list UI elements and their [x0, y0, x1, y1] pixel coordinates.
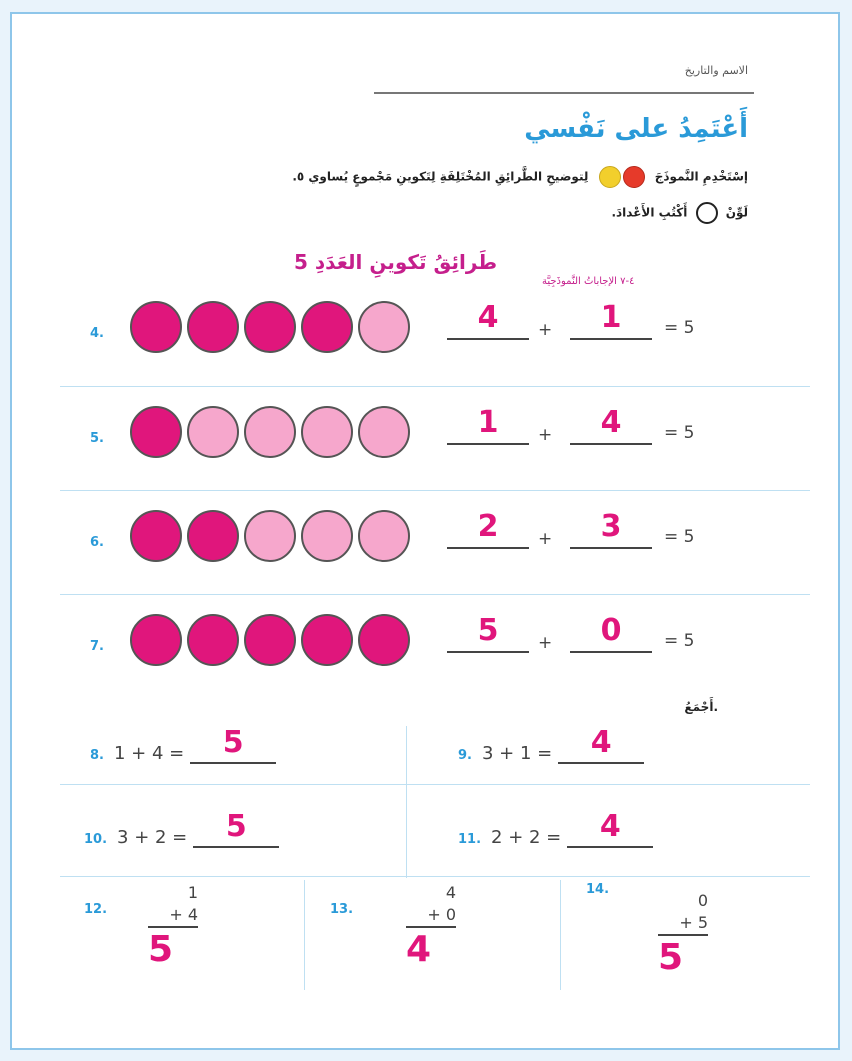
- counter-circles: [130, 614, 410, 666]
- yellow-counter-icon: [599, 166, 621, 188]
- worksheet-page: [10, 12, 840, 1050]
- instruction-2-start: لَوِّنْ: [725, 205, 748, 220]
- equation-item: [90, 724, 276, 764]
- equals-five: = 5: [664, 318, 695, 338]
- plus-sign: +: [538, 425, 553, 445]
- problem-number: 13.: [330, 902, 354, 917]
- name-date-label: الاسم والتاريخ: [684, 64, 748, 77]
- top-addend: 1: [187, 883, 198, 902]
- second-addend: + 0: [406, 904, 456, 928]
- name-date-line[interactable]: [374, 92, 754, 94]
- counter-filled[interactable]: [130, 406, 182, 458]
- counter-filled[interactable]: [244, 301, 296, 353]
- answer-note: ٤-٧ الإجاباتُ النَّموذَجِيَّة: [542, 276, 635, 287]
- plus-sign: +: [538, 320, 553, 340]
- problem-number: 6.: [90, 535, 104, 550]
- instruction-1-start: إسْتَخْدِمِ النَّموذَجَ: [654, 169, 748, 184]
- equation-answer-blank[interactable]: 4: [567, 808, 653, 848]
- equation-answer-blank[interactable]: 5: [193, 808, 279, 848]
- sum-answer[interactable]: 5: [658, 937, 684, 978]
- vertical-addition: [148, 882, 198, 972]
- answer-blank-first[interactable]: 1: [447, 403, 529, 445]
- section-heading: طَرائِقُ تَكوينِ العَدَدِ 5: [294, 250, 498, 274]
- column-divider: [406, 726, 407, 878]
- problem-number: 5.: [90, 431, 104, 446]
- equals-five: = 5: [664, 631, 695, 651]
- problem-number: 11.: [458, 832, 482, 847]
- answer-blank-second[interactable]: 1: [570, 298, 652, 340]
- practice-label: أَجْمَعُ.: [684, 700, 718, 714]
- answer-blank-second[interactable]: 0: [570, 611, 652, 653]
- instruction-1-end: لِتوضيحِ الطَّرائِقِ المُخْتَلِفَةِ لِتَكوينِ مَجْموعٍ يُساوي ٥.: [292, 169, 589, 184]
- plus-sign: +: [538, 529, 553, 549]
- equation-expression: 2 + 2 =: [491, 827, 562, 848]
- counter-light[interactable]: [187, 406, 239, 458]
- counter-filled[interactable]: [130, 510, 182, 562]
- problem-row: [12, 381, 838, 481]
- equation-answer-blank[interactable]: 4: [558, 724, 644, 764]
- answer-blank-second[interactable]: 3: [570, 507, 652, 549]
- equation-item: [458, 808, 653, 848]
- counter-filled[interactable]: [358, 614, 410, 666]
- equals-five: = 5: [664, 423, 695, 443]
- counter-circles: [130, 510, 410, 562]
- counter-light[interactable]: [358, 301, 410, 353]
- column-divider: [304, 880, 305, 990]
- counter-filled[interactable]: [244, 614, 296, 666]
- two-color-counters-icon: [598, 166, 646, 188]
- equation-item: [84, 808, 279, 848]
- counter-light[interactable]: [358, 510, 410, 562]
- counter-filled[interactable]: [301, 614, 353, 666]
- counter-filled[interactable]: [187, 614, 239, 666]
- answer-blank-first[interactable]: 4: [447, 298, 529, 340]
- problem-number: 7.: [90, 639, 104, 654]
- problem-number: 14.: [586, 882, 610, 897]
- instruction-1: [292, 166, 748, 188]
- equation-expression: 3 + 2 =: [117, 827, 188, 848]
- top-addend: 0: [697, 891, 708, 910]
- problem-number: 10.: [84, 832, 108, 847]
- row-divider: [60, 784, 810, 785]
- instruction-2-end: أَكْتُبِ الأَعْدادَ.: [611, 205, 688, 220]
- counter-filled[interactable]: [187, 510, 239, 562]
- problem-number: 8.: [90, 748, 104, 763]
- answer-blank-second[interactable]: 4: [570, 403, 652, 445]
- counter-light[interactable]: [301, 510, 353, 562]
- problem-row: [12, 485, 838, 585]
- problem-number: 9.: [458, 748, 472, 763]
- sum-answer[interactable]: 5: [148, 929, 174, 970]
- equation-expression: 1 + 4 =: [113, 743, 185, 764]
- row-divider: [60, 876, 810, 877]
- answer-blank-first[interactable]: 5: [447, 611, 529, 653]
- counter-circles: [130, 406, 410, 458]
- counter-filled[interactable]: [130, 301, 182, 353]
- sum-answer[interactable]: 4: [406, 929, 432, 970]
- counter-light[interactable]: [244, 406, 296, 458]
- problem-row: [12, 589, 838, 689]
- equation-item: [458, 724, 644, 764]
- top-addend: 4: [445, 883, 456, 902]
- instruction-2: [611, 202, 748, 224]
- counter-filled[interactable]: [130, 614, 182, 666]
- problem-number: 12.: [84, 902, 108, 917]
- problem-number: 4.: [90, 326, 104, 341]
- counter-circles: [130, 301, 410, 353]
- equals-five: = 5: [664, 527, 695, 547]
- counter-light[interactable]: [244, 510, 296, 562]
- plus-sign: +: [538, 633, 553, 653]
- equation-answer-blank[interactable]: 5: [190, 724, 276, 764]
- circle-icon: [696, 202, 718, 224]
- vertical-addition: [658, 890, 708, 980]
- counter-light[interactable]: [301, 406, 353, 458]
- problem-row: [12, 276, 838, 376]
- vertical-addition: [406, 882, 456, 972]
- second-addend: + 4: [148, 904, 198, 928]
- column-divider: [560, 880, 561, 990]
- counter-light[interactable]: [358, 406, 410, 458]
- page-title: أَعْتَمِدُ على نَفْسي: [524, 114, 748, 144]
- counter-filled[interactable]: [301, 301, 353, 353]
- counter-filled[interactable]: [187, 301, 239, 353]
- second-addend: + 5: [658, 912, 708, 936]
- equation-expression: 3 + 1 =: [481, 743, 553, 764]
- red-counter-icon: [623, 166, 645, 188]
- answer-blank-first[interactable]: 2: [447, 507, 529, 549]
